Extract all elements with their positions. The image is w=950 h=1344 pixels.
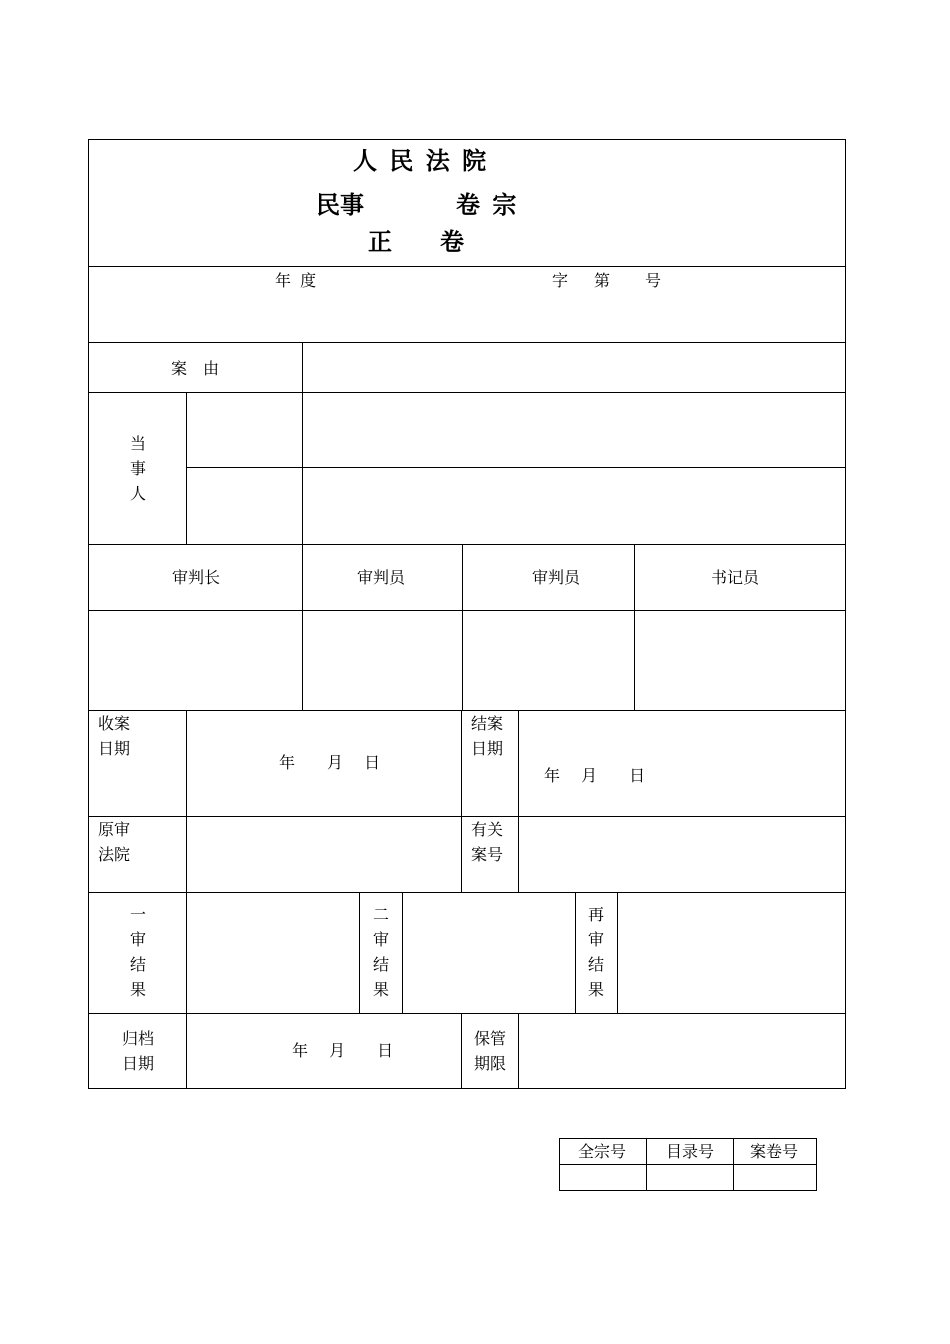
related-case-label (471, 817, 503, 867)
judge-field-1[interactable] (303, 611, 462, 710)
original-court-label-line: 原审 (98, 820, 131, 839)
first-instance-label-char: 果 (129, 980, 146, 999)
case-cause-label: 案 由 (171, 359, 220, 378)
divider (302, 342, 303, 392)
file-number-field[interactable] (734, 1165, 816, 1190)
party-role-field-2[interactable] (187, 468, 302, 544)
divider (89, 544, 846, 545)
archive-number-table (559, 1138, 817, 1191)
court-title: 人 民 法 院 (353, 146, 489, 175)
archive-date-label (122, 1026, 154, 1076)
second-instance-result-field[interactable] (403, 893, 575, 1013)
first-instance-result-label (129, 902, 147, 1002)
retrial-result-field[interactable] (618, 893, 846, 1013)
second-instance-label-char: 二 (372, 905, 389, 924)
first-instance-label-char: 一 (129, 905, 146, 924)
received-date-value[interactable]: 年 月 日 (279, 753, 381, 772)
divider (461, 1013, 462, 1089)
second-instance-label-char: 果 (372, 980, 389, 999)
original-court-field[interactable] (187, 817, 461, 891)
second-instance-label-char: 审 (372, 930, 389, 949)
hao-label: 号 (645, 271, 662, 290)
catalog-number-header: 目录号 (666, 1142, 715, 1161)
related-case-label-line: 有关 (471, 820, 504, 839)
received-date-label (98, 711, 130, 761)
zi-label: 字 (552, 271, 569, 290)
presiding-judge-field[interactable] (89, 611, 302, 710)
catalog-number-field[interactable] (647, 1165, 733, 1190)
judge-header-2: 审判员 (532, 568, 581, 587)
party-role-field-1[interactable] (187, 393, 302, 467)
archive-date-label-line: 日期 (122, 1054, 155, 1073)
closed-date-label (471, 711, 503, 761)
retrial-result-label (587, 902, 605, 1002)
retrial-label-char: 果 (587, 980, 604, 999)
archive-date-value[interactable]: 年 月 日 (292, 1041, 394, 1060)
divider (89, 266, 846, 267)
judge-field-2[interactable] (463, 611, 634, 710)
retention-period-field[interactable] (519, 1014, 846, 1088)
retention-period-label-line: 期限 (474, 1054, 507, 1073)
di-label: 第 (594, 271, 611, 290)
archive-date-label-line: 归档 (122, 1029, 155, 1048)
retrial-label-char: 结 (587, 955, 604, 974)
case-file-cover-form (88, 139, 846, 1089)
divider (575, 892, 576, 1013)
volume-title: 正 卷 (368, 227, 464, 256)
closed-date-label-line: 结案 (471, 714, 504, 733)
case-type-title: 民事 (316, 190, 364, 219)
dossier-title: 卷 宗 (456, 190, 519, 219)
clerk-header: 书记员 (711, 568, 760, 587)
parties-label-char: 人 (129, 484, 146, 503)
fonds-number-field[interactable] (560, 1165, 646, 1190)
presiding-judge-header: 审判长 (172, 568, 221, 587)
closed-date-value[interactable]: 年 月 日 (544, 766, 646, 785)
retention-period-label-line: 保管 (474, 1029, 507, 1048)
clerk-field[interactable] (635, 611, 846, 710)
retention-period-label (474, 1026, 506, 1076)
parties-label-char: 当 (129, 434, 146, 453)
divider (359, 892, 360, 1013)
retrial-label-char: 审 (587, 930, 604, 949)
received-date-label-line: 日期 (98, 739, 131, 758)
closed-date-label-line: 日期 (471, 739, 504, 758)
first-instance-label-char: 结 (129, 955, 146, 974)
case-cause-field[interactable] (303, 343, 846, 391)
file-number-header: 案卷号 (750, 1142, 799, 1161)
divider (461, 710, 462, 892)
fonds-number-header: 全宗号 (578, 1142, 627, 1161)
judge-header-1: 审判员 (357, 568, 406, 587)
received-date-label-line: 收案 (98, 714, 131, 733)
related-case-label-line: 案号 (471, 845, 504, 864)
party-value-field-1[interactable] (303, 393, 846, 467)
divider (186, 1013, 187, 1089)
first-instance-label-char: 审 (129, 930, 146, 949)
first-instance-result-field[interactable] (187, 893, 359, 1013)
party-value-field-2[interactable] (303, 468, 846, 544)
original-court-label-line: 法院 (98, 845, 131, 864)
second-instance-label-char: 结 (372, 955, 389, 974)
parties-label-char: 事 (129, 459, 146, 478)
retrial-label-char: 再 (587, 905, 604, 924)
related-case-field[interactable] (519, 817, 846, 891)
original-court-label (98, 817, 130, 867)
parties-label (129, 431, 147, 506)
year-label: 年 度 (275, 271, 319, 290)
second-instance-result-label (372, 902, 390, 1002)
divider (89, 710, 846, 711)
